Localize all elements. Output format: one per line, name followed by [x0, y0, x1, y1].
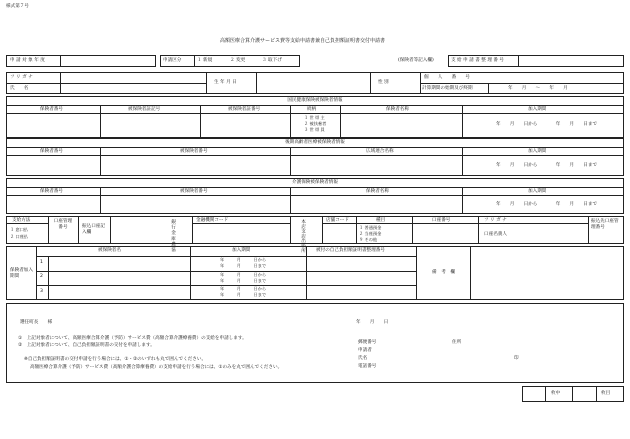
kouza-label: 口座管理番号	[53, 219, 73, 230]
medical-col-insurer-no: 保険者番号	[40, 107, 63, 112]
elderly-period-value[interactable]: 年 月 日から 年 月 日まで	[496, 163, 598, 168]
address-label: 住所	[452, 340, 462, 345]
members-section	[6, 246, 624, 300]
holder-furigana-label: フ リ ガ ナ	[484, 218, 507, 223]
year-label: 申 請 対 象 年 度	[10, 58, 45, 63]
kinyu-label: 銀行金庫農協	[170, 219, 176, 253]
member-3-from[interactable]: 年 月 日から	[220, 286, 267, 291]
method-option-window[interactable]: １ 窓口払	[10, 227, 29, 232]
medical-col-period: 加入期間	[528, 107, 547, 112]
sex-label: 性 別	[378, 80, 389, 85]
relation-option-1[interactable]: １ 世 帯 主	[304, 115, 325, 120]
elderly-title: 後期高齢者医療被保険者情報	[285, 140, 345, 145]
care-col-name: 保険者名称	[366, 189, 389, 194]
applicant-furigana-label: フ リ ガ ナ	[10, 75, 33, 80]
type-option-other[interactable]: ９ その他	[359, 237, 378, 242]
member-row-2: 2	[40, 274, 43, 279]
care-col-number: 被保険者番号	[180, 189, 208, 194]
care-period-value[interactable]: 年 月 日から 年 月 日まで	[496, 202, 598, 207]
medical-period-value[interactable]: 年 月 日から 年 月 日まで	[496, 122, 598, 127]
option-withdraw[interactable]: ３ 取下げ	[262, 58, 282, 63]
type-option-ordinary[interactable]: １ 普通預金	[359, 225, 382, 230]
phone-label: 電話番号	[358, 364, 377, 369]
applicant-name-label: 氏 名	[10, 86, 29, 91]
applicant-label: 申請者	[358, 348, 372, 353]
option-change[interactable]: ２ 変更	[230, 58, 246, 63]
furikomi-label: 振込口座記入欄	[82, 224, 105, 236]
declaration-date[interactable]: 年 月 日	[356, 320, 389, 325]
type-label: 種目	[376, 218, 386, 223]
elderly-col-name: 広域連合名称	[366, 149, 394, 154]
birth-label: 生 年 月 日	[214, 80, 237, 85]
members-side-label: 保険者加入期間	[10, 268, 33, 279]
type-option-current[interactable]: ２ 当座預金	[359, 231, 382, 236]
elderly-col-insurer-no: 保険者番号	[40, 149, 63, 154]
medical-col-relation: 続柄	[307, 107, 317, 112]
applicant-name-field-label: 氏名	[358, 356, 368, 361]
page-index-label: 枚目	[601, 391, 611, 396]
member-1-from[interactable]: 年 月 日から	[220, 257, 267, 262]
care-col-insurer-no: 保険者番号	[40, 189, 63, 194]
declaration-line-2: ② 上記対象者について、自己負担額証明書の交付を申請します。	[18, 343, 155, 348]
page-title: 高額医療合算介護サービス費等支給申請書兼自己負担額証明書交付申請書	[220, 38, 386, 44]
member-row-1: 1	[40, 260, 43, 265]
method-label: 支給方法	[12, 218, 31, 223]
option-new[interactable]: １ 新規	[197, 58, 213, 63]
page-total-label: 枚中	[551, 391, 561, 396]
members-col-name: 被保険者名	[98, 248, 121, 253]
form-number: 様式第７号	[6, 4, 29, 9]
member-1-to[interactable]: 年 月 日まで	[220, 263, 267, 268]
member-2-to[interactable]: 年 月 日まで	[220, 278, 267, 283]
member-2-from[interactable]: 年 月 日から	[220, 272, 267, 277]
medical-col-symbol: 被保険者証記号	[128, 107, 161, 112]
relation-option-3[interactable]: ３ 世 帯 員	[304, 127, 325, 132]
relation-option-2[interactable]: ２ 被扶養者	[304, 121, 327, 126]
branch-label: 本店支店出張所	[300, 219, 306, 253]
seal-mark: 印	[514, 356, 519, 361]
medical-col-number: 被保険者証番号	[228, 107, 261, 112]
medical-title: 国民健康保険被保険者情報	[287, 98, 343, 103]
kinyu-code-label: 金融機関コード	[196, 218, 229, 223]
addressee: 選任町長 様	[20, 320, 53, 325]
ledger-label: 支 給 申 請 書 整 理 番 号	[451, 58, 505, 63]
target-label: 振込先口座管理番号	[591, 219, 619, 230]
medical-col-name: 保険者名称	[386, 107, 409, 112]
care-col-period: 加入期間	[528, 189, 547, 194]
declaration-note-2: 高額医療合算介護（予防）サービス費（高額介護合算療養費）の支給申請を行う場合には、①のみを丸で囲んでください。	[30, 365, 283, 370]
declaration-note-1: ※自己負担額証明書の交付申請を行う場合には、①・②のいずれも丸で囲んでください。	[24, 357, 207, 362]
category-label: 申請区分	[163, 58, 182, 63]
postal-label: 郵便番号	[358, 340, 377, 345]
branch-code-label: 店舗コード	[326, 218, 349, 223]
remarks-label: 備 考 欄	[432, 270, 455, 275]
personal-number-label: 個 人 番 号	[424, 75, 470, 80]
period-label: 計算期間の始期及び終期	[422, 86, 473, 91]
insurer-note: (保険者等記入欄)	[398, 58, 434, 63]
period-value[interactable]: 年 月 〜 年 月	[508, 86, 568, 91]
member-row-3: 3	[40, 289, 43, 294]
care-title: 介護保険被保険者情報	[292, 180, 338, 185]
members-col-cert: 被付の自己負担額証明書整理番号	[316, 248, 385, 253]
elderly-col-number: 被保険者番号	[180, 149, 208, 154]
method-option-transfer[interactable]: ２ 口座払	[10, 234, 29, 239]
holder-label: 口座名義人	[484, 232, 507, 237]
declaration-line-1: ① 上記対象者について、高額医療合算介護（予防）サービス費（高額合算介護療養費）の支給を申請します。	[18, 336, 247, 341]
account-label: 口座番号	[432, 218, 451, 223]
elderly-col-period: 加入期間	[528, 149, 547, 154]
member-3-to[interactable]: 年 月 日まで	[220, 292, 267, 297]
members-col-period: 加入期間	[232, 248, 251, 253]
